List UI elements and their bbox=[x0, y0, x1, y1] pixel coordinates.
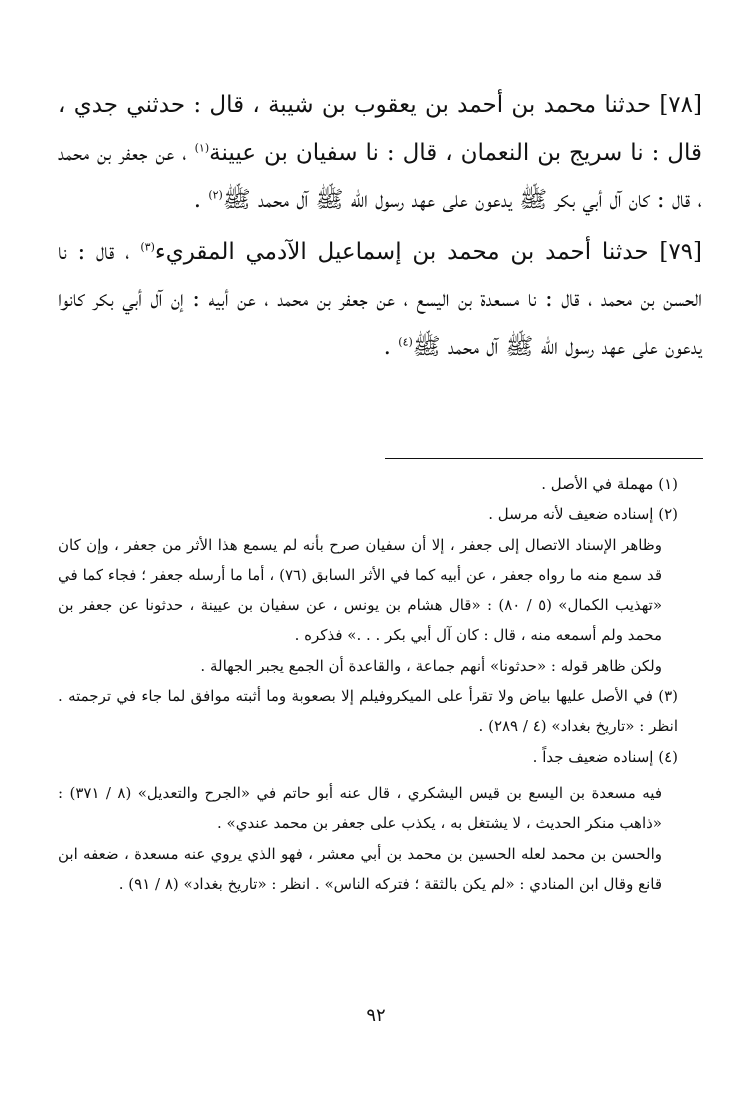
footnote-ref-4: (٤) bbox=[398, 334, 413, 348]
footnote-1: (١) مهملة في الأصل . bbox=[541, 475, 678, 493]
footnotes bbox=[58, 469, 708, 899]
hadith-79-continuation: ، قال : نا الحسن بن محمد ، قال : نا مسعدة بن اليسع ، عن جعفر بن محمد ، عن أبيه : إن آل أبي بكر كانوا يدعون على عهد رسول الله ﷺ آل محمد ﷺ bbox=[58, 238, 702, 360]
footnote-4-body-2: والحسن بن محمد لعله الحسين بن محمد بن أبي معشر ، فهو الذي يروي عنه مسعدة ، ضعفه ابن قانع وقال ابن المنادي : «لم يكن بالثقة ؛ فتركه الناس» . انظر : «تاريخ بغداد» (٨ / ٩١) . bbox=[58, 844, 662, 893]
footnote-3: (٣) في الأصل عليها بياض ولا تقرأ على الميكروفيلم إلا بصعوبة وما أثبته موافق لما جاء في ترجمته . انظر : «تاريخ بغداد» (٤ / ٢٨٩) . bbox=[58, 687, 678, 736]
footnote-ref-2: (٢) bbox=[208, 188, 223, 202]
footnote-2-body: وظاهر الإسناد الاتصال إلى جعفر ، إلا أن سفيان صرح بأنه لم يسمع هذا الأثر من جعفر ، وإن كان قد سمع منه ما رواه جعفر ، عن أبيه كما في الأثر السابق (٧٦) ، أما ما أرسله جعفر ؛ فجاء كما في «تهذيب الكمال» (٥ / ٨٠) : «قال هشام بن يونس ، عن سفيان بن عيينة ، حدثونا عن جعفر بن محمد ولم أسمعه منه ، قال : كان آل أبي بكر . . .» فذكره . bbox=[58, 535, 663, 645]
main-text bbox=[58, 82, 702, 371]
footnote-2-body-2: ولكن ظاهر قوله : «حدثونا» أنهم جماعة ، والقاعدة أن الجمع يجبر الجهالة . bbox=[200, 656, 662, 675]
footnote-separator bbox=[385, 458, 703, 459]
footnote-ref-1: (١) bbox=[194, 140, 210, 154]
hadith-79-text: [٧٩] حدثنا أحمد بن محمد بن إسماعيل الآدمي المقريء bbox=[154, 238, 703, 265]
footnote-4-body: فيه مسعدة بن اليسع بن قيس اليشكري ، قال عنه أبو حاتم في «الجرح والتعديل» (٨ / ٣٧١) : «ذاهب منكر الحديث ، لا يشتغل به ، يكذب على جعفر بن محمد عندي» . bbox=[58, 783, 662, 833]
page-number: ٩٢ bbox=[366, 1005, 386, 1026]
footnote-2: (٢) إسناده ضعيف لأنه مرسل . bbox=[488, 505, 678, 524]
hadith-78-continuation: ، عن جعفر بن محمد ، قال : كان آل أبي بكر ﷺ يدعون على عهد رسول الله ﷺ آل محمد ﷺ bbox=[58, 139, 702, 213]
hadith-78-text: [٧٨] حدثنا محمد بن أحمد بن يعقوب بن شيبة ، قال : حدثني جدي ، قال : نا سريج بن النعمان ، قال : نا سفيان بن عيينة bbox=[58, 92, 702, 166]
footnote-4: (٤) إسناده ضعيف جداً . bbox=[532, 747, 678, 766]
hadith-78-paragraph bbox=[58, 82, 702, 225]
hadith-79-end: . bbox=[383, 333, 399, 360]
footnote-ref-3: (٣) bbox=[140, 239, 155, 253]
hadith-78-end: . bbox=[193, 187, 209, 213]
hadith-79-paragraph bbox=[58, 229, 702, 372]
